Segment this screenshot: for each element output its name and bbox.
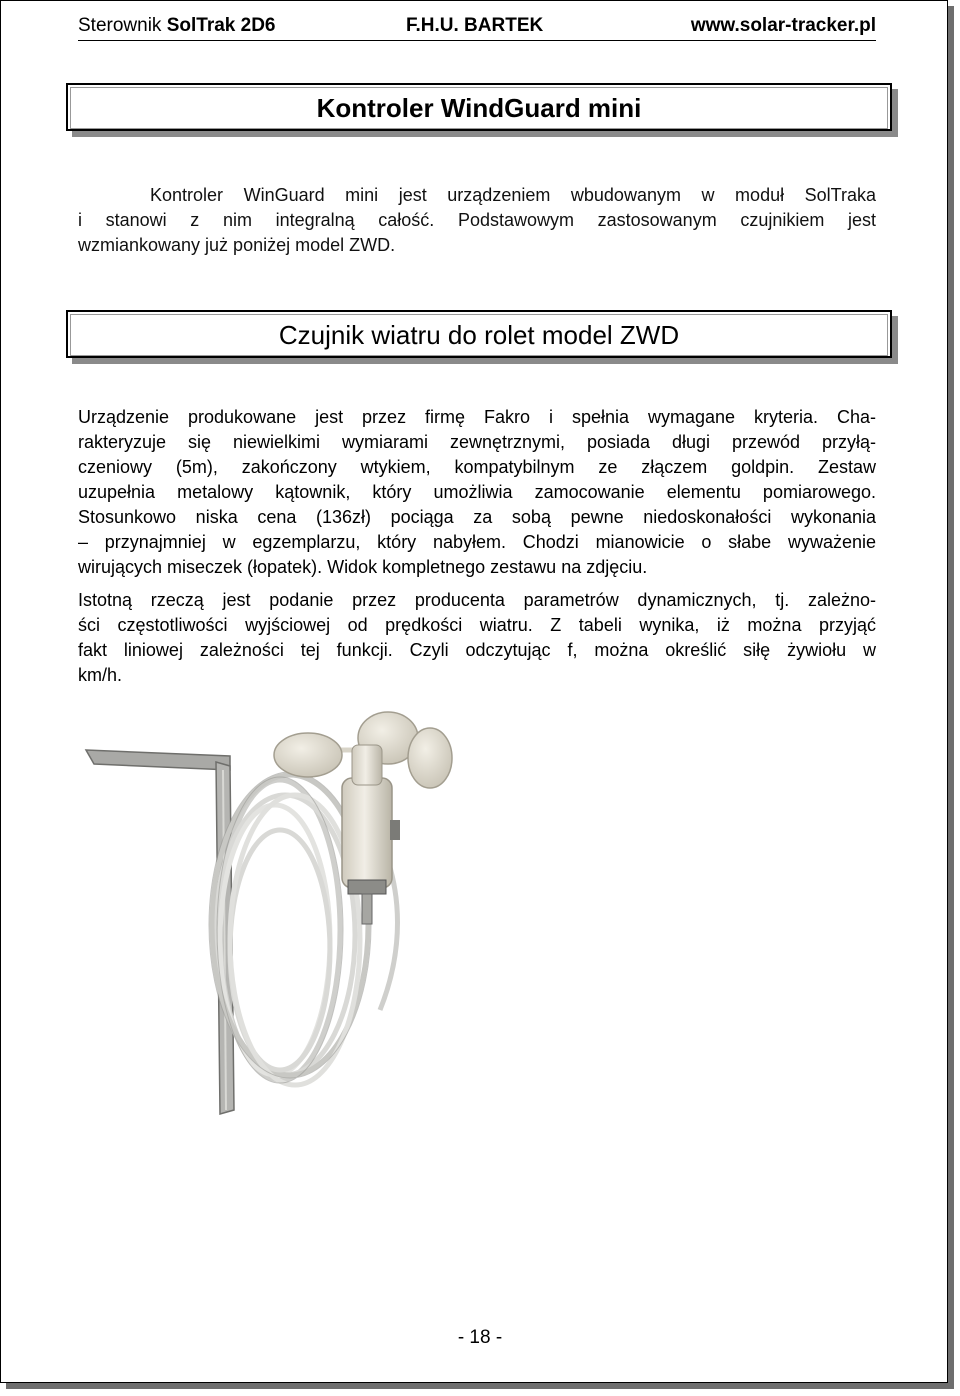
page-header <box>78 14 876 41</box>
paragraph-line: ści częstotliwości wyjściowej od prędkości wiatru. Z tabeli wynika, iż można przyjąć <box>78 615 876 635</box>
paragraph-line: Kontroler WinGuard mini jest urządzeniem wbudowanym w moduł SolTraka <box>150 185 876 205</box>
header-website: www.solar-tracker.pl <box>690 15 876 36</box>
paragraph-line: wirujących miseczek (łopatek). Widok kompletnego zestawu na zdjęciu. <box>78 557 648 577</box>
header-company: F.H.U. BARTEK <box>406 15 544 36</box>
zwd-description-paragraph <box>78 405 876 580</box>
paragraph-line: rakteryzuje się niewielkimi wymiarami zewnętrznymi, posiada długi przewód przyłą- <box>78 432 876 452</box>
rotor-cups-shape <box>274 712 452 788</box>
paragraph-line: Istotną rzeczą jest podanie przez producenta parametrów dynamicznych, tj. zależno- <box>78 590 876 610</box>
paragraph-line: Urządzenie produkowane jest przez firmę Fakro i spełnia wymagane kryteria. Cha- <box>78 407 876 427</box>
paragraph-line: fakt liniowej zależności tej funkcji. Czyli odczytując f, można określić siłę żywiołu w <box>78 640 876 660</box>
paragraph-line: uzupełnia metalowy kątownik, który umożliwia zamocowanie elementu pomiarowego. <box>78 482 876 502</box>
intro-paragraph <box>78 183 876 258</box>
dynamics-paragraph <box>78 588 876 688</box>
anemometer-photo <box>80 710 500 1130</box>
page-number: - 18 - <box>457 1327 503 1348</box>
header-product: Sterownik SolTrak 2D6 <box>78 15 276 36</box>
paragraph-line: – przynajmniej w egzemplarzu, który nabyłem. Chodzi mianowicie o słabe wyważenie <box>78 532 876 552</box>
paragraph-line: km/h. <box>78 665 123 685</box>
paragraph-line: czeniowy (5m), zakończony wtykiem, kompatybilnym ze złączem goldpin. Zestaw <box>78 457 876 477</box>
section-title-zwd: Czujnik wiatru do rolet model ZWD <box>66 310 892 358</box>
paragraph-line: Stosunkowo niska cena (136zł) pociąga za sobą pewne niedoskonałości wykonania <box>78 507 876 527</box>
section-title-windguard: Kontroler WindGuard mini <box>66 83 892 131</box>
paragraph-line: i stanowi z nim integralną całość. Podstawowym zastosowanym czujnikiem jest <box>78 210 876 230</box>
paragraph-line: wzmiankowany już poniżej model ZWD. <box>78 235 396 255</box>
